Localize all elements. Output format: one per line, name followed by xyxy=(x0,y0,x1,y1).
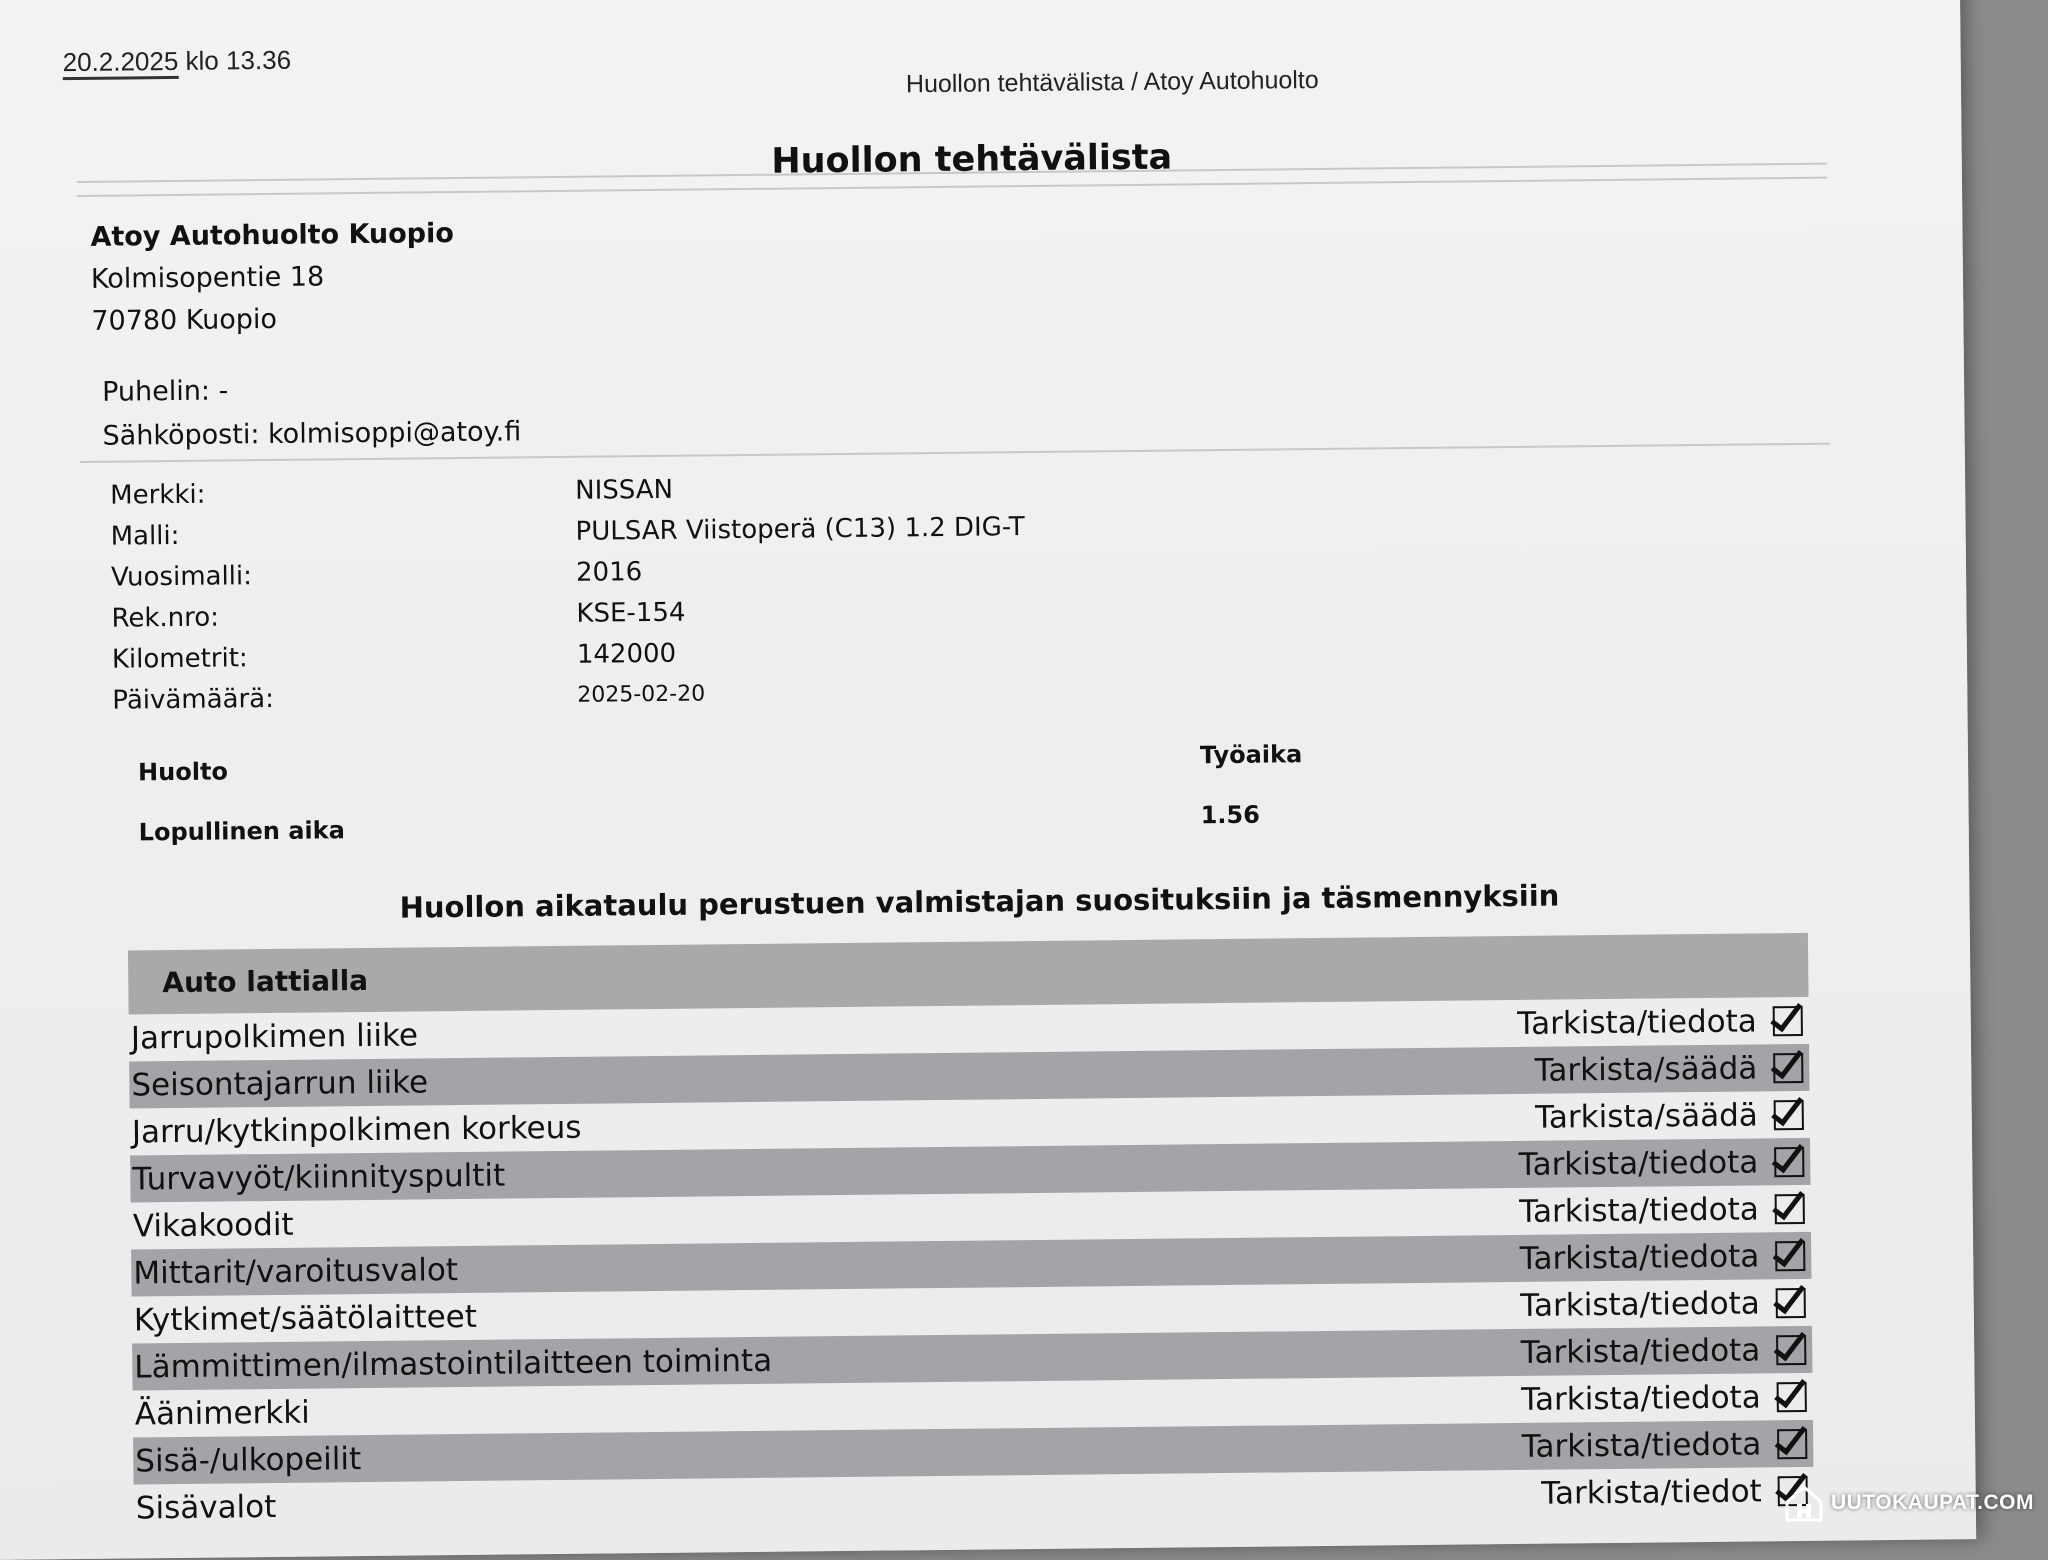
vehicle-row xyxy=(112,670,1026,721)
print-timestamp xyxy=(62,45,291,78)
task-name: Kytkimet/säätölaitteet xyxy=(133,1298,478,1338)
task-name: Sisä-/ulkopeilit xyxy=(135,1440,362,1479)
vehicle-value: 2025-02-20 xyxy=(577,681,706,708)
task-action: Tarkista/tiedota xyxy=(1518,1143,1759,1183)
checkbox-checked-icon[interactable] xyxy=(1776,1287,1806,1317)
task-status xyxy=(1534,1049,1809,1088)
task-action: Tarkista/tiedota xyxy=(1520,1331,1761,1371)
task-action: Tarkista/tiedot xyxy=(1541,1472,1762,1512)
task-action: Tarkista/tiedota xyxy=(1517,1002,1757,1042)
print-date: 20.2.2025 xyxy=(62,46,178,80)
company-phone: Puhelin: - xyxy=(101,375,229,408)
task-name: Jarrupolkimen liike xyxy=(130,1016,419,1056)
vehicle-info xyxy=(110,465,1027,721)
task-action: Tarkista/tiedota xyxy=(1519,1237,1760,1277)
section-header: Auto lattialla xyxy=(128,933,1809,1015)
task-name: Lämmittimen/ilmastointilaitteen toiminta xyxy=(134,1342,773,1385)
task-status xyxy=(1522,1425,1814,1464)
checkbox-checked-icon[interactable] xyxy=(1774,1099,1804,1129)
task-action: Tarkista/säädä xyxy=(1534,1096,1758,1136)
vehicle-value: PULSAR Viistoperä (C13) 1.2 DIG-T xyxy=(575,511,1025,547)
company-contact xyxy=(102,366,522,458)
checkbox-checked-icon[interactable] xyxy=(1774,1146,1804,1176)
task-status xyxy=(1517,1002,1809,1041)
vehicle-label: Merkki: xyxy=(110,479,206,511)
watermark-text: UUTOKAUPAT.COM xyxy=(1831,1491,2034,1514)
task-status xyxy=(1541,1472,1814,1511)
company-name: Atoy Autohuolto Kuopio xyxy=(90,218,455,253)
task-name: Vikakoodit xyxy=(132,1206,294,1244)
company-city: 70780 Kuopio xyxy=(91,303,278,337)
print-time: klo 13.36 xyxy=(185,44,292,76)
house-logo-icon xyxy=(1783,1482,1825,1524)
task-status xyxy=(1519,1190,1811,1229)
task-name: Turvavyöt/kiinnityspultit xyxy=(132,1157,506,1197)
checkbox-checked-icon[interactable] xyxy=(1773,1005,1803,1035)
task-action: Tarkista/tiedota xyxy=(1519,1190,1759,1230)
vehicle-value: NISSAN xyxy=(575,474,674,506)
worktime-label: Työaika xyxy=(1199,740,1303,770)
company-address xyxy=(90,213,455,343)
checkbox-checked-icon[interactable] xyxy=(1775,1193,1805,1223)
vehicle-value: 2016 xyxy=(575,556,643,588)
company-street: Kolmisopentie 18 xyxy=(90,261,325,295)
checkbox-checked-icon[interactable] xyxy=(1777,1381,1807,1411)
document-title: Huollon tehtävälista xyxy=(771,137,1173,182)
task-name: Sisävalot xyxy=(135,1488,277,1526)
checkbox-checked-icon[interactable] xyxy=(1775,1240,1805,1270)
checkbox-checked-icon[interactable] xyxy=(1777,1428,1807,1458)
company-email: Sähköposti: kolmisoppi@atoy.fi xyxy=(102,416,522,452)
final-time-label: Lopullinen aika xyxy=(138,816,345,847)
vehicle-label: Kilometrit: xyxy=(111,642,248,675)
schedule-title: Huollon aikataulu perustuen valmistajan suosituksiin ja täsmennyksiin xyxy=(399,878,1560,925)
task-name: Seisontajarrun liike xyxy=(131,1063,429,1103)
task-name: Jarru/kytkinpolkimen korkeus xyxy=(131,1109,582,1150)
task-table xyxy=(128,933,1814,1532)
task-name: Mittarit/varoitusvalot xyxy=(133,1251,459,1291)
task-status xyxy=(1535,1096,1810,1135)
task-status xyxy=(1521,1331,1813,1370)
vehicle-label: Päivämäärä: xyxy=(112,683,275,716)
vehicle-label: Malli: xyxy=(110,520,180,552)
task-status xyxy=(1520,1284,1812,1323)
task-status xyxy=(1519,1143,1811,1182)
task-status xyxy=(1521,1378,1813,1417)
vehicle-label: Rek.nro: xyxy=(111,602,220,634)
vehicle-label: Vuosimalli: xyxy=(110,560,253,593)
vehicle-value: 142000 xyxy=(576,638,677,670)
watermark xyxy=(1783,1482,2034,1524)
checkbox-checked-icon[interactable] xyxy=(1773,1052,1803,1082)
task-action: Tarkista/tiedota xyxy=(1520,1284,1760,1324)
service-summary xyxy=(137,740,1339,879)
task-action: Tarkista/tiedota xyxy=(1521,1425,1762,1465)
final-time-row xyxy=(138,800,1340,879)
task-name: Äänimerkki xyxy=(134,1394,310,1432)
task-rows xyxy=(129,997,1814,1532)
task-status xyxy=(1520,1237,1812,1276)
service-label: Huolto xyxy=(137,757,229,787)
vehicle-value: KSE-154 xyxy=(576,597,686,629)
page-header: Huollon tehtävälista / Atoy Autohuolto xyxy=(905,65,1319,99)
task-action: Tarkista/säädä xyxy=(1534,1049,1758,1089)
final-time-value: 1.56 xyxy=(1200,800,1260,830)
task-action: Tarkista/tiedota xyxy=(1521,1378,1761,1418)
checkbox-checked-icon[interactable] xyxy=(1776,1334,1806,1364)
